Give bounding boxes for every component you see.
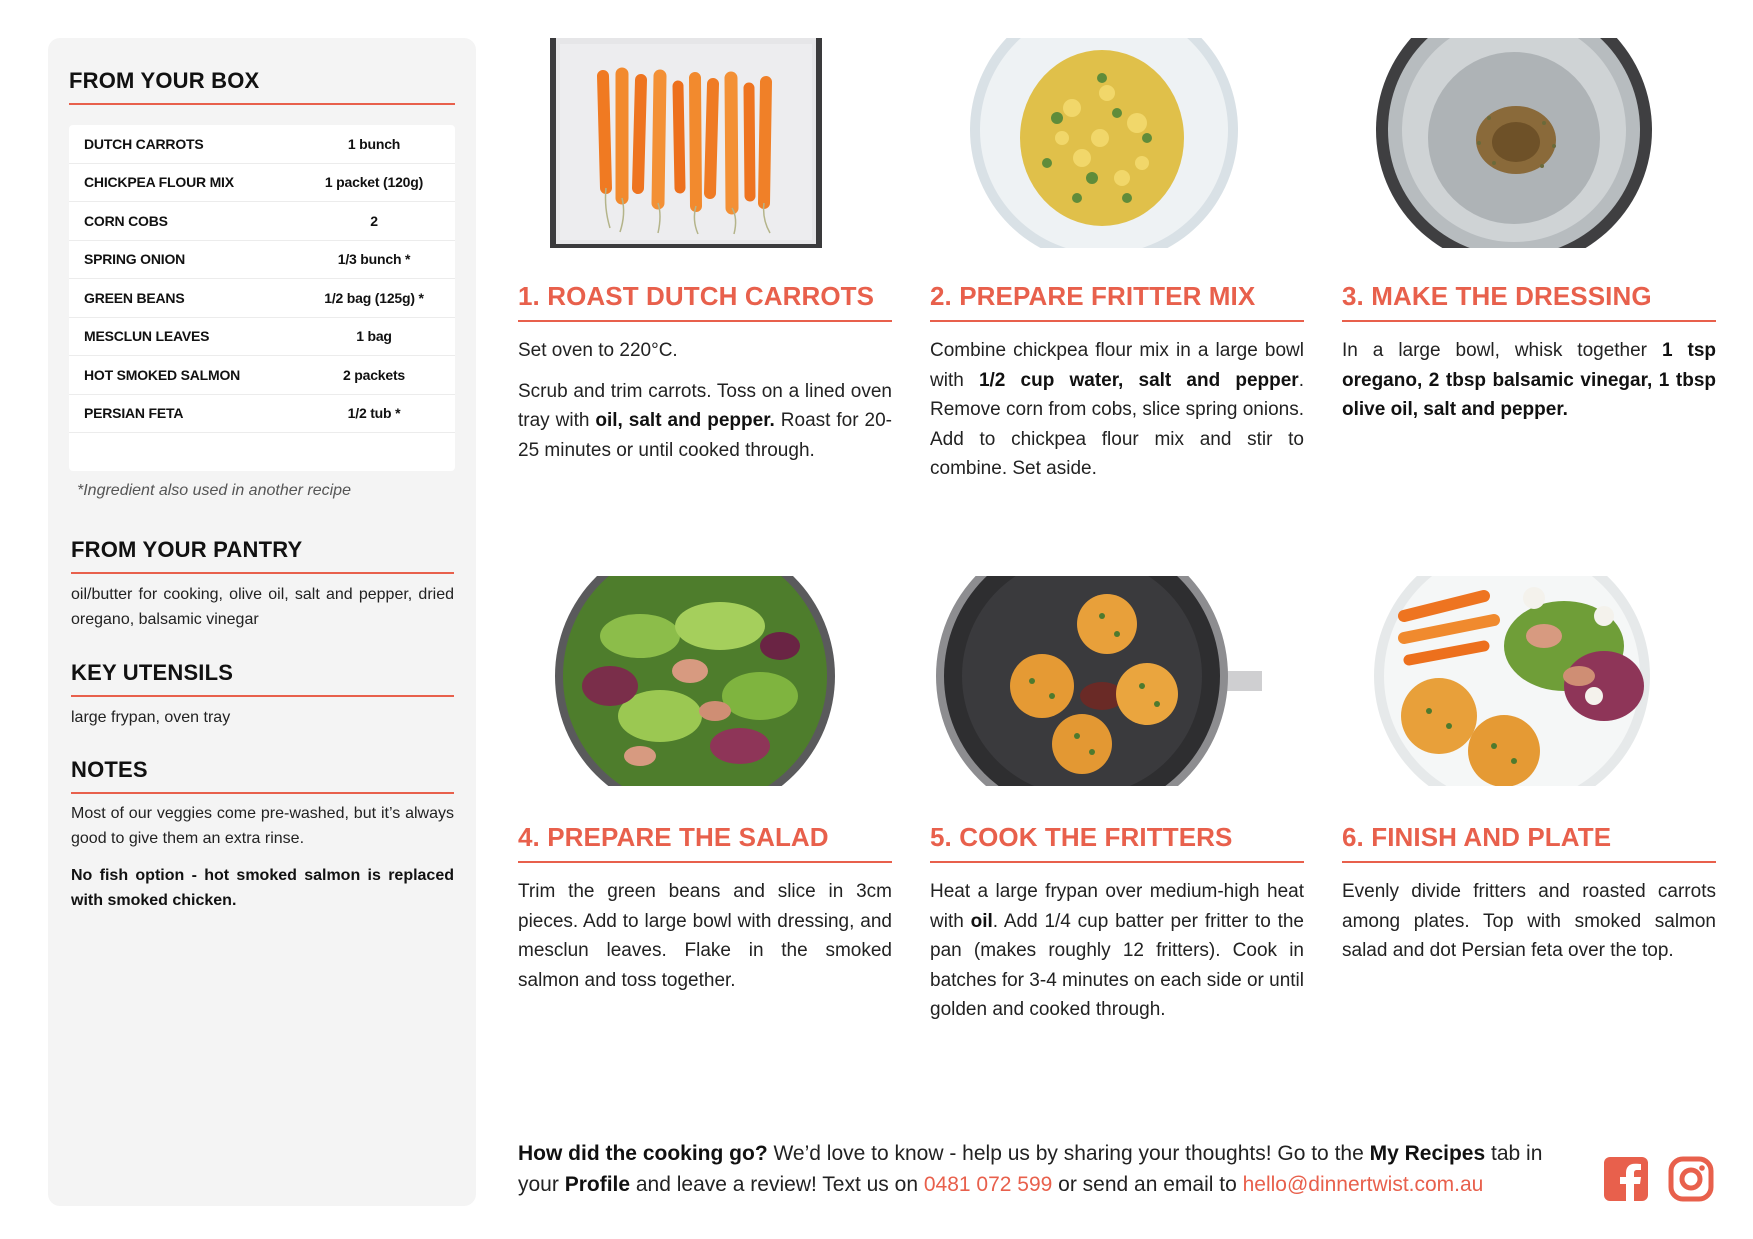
step-text-bold: oil, salt and pepper.: [595, 410, 775, 431]
ingredient-row: [69, 125, 455, 164]
ingredient-qty: 2: [370, 212, 378, 229]
step-4-text: Trim the green beans and slice in 3cm pieces. Add to large bowl with dressing, and mesclun leaves. Flake in the smoked salmon and toss together.: [518, 881, 892, 991]
ingredients-table: [69, 125, 455, 471]
step-3-title: 3. MAKE THE DRESSING: [1342, 281, 1652, 311]
ingredient-name: PERSIAN FETA: [84, 405, 184, 422]
heading-divider: [71, 572, 454, 574]
facebook-icon[interactable]: [1604, 1157, 1648, 1201]
footer-question: How did the cooking go?: [518, 1142, 768, 1165]
feedback-footer: [518, 1138, 1578, 1200]
step-divider: [518, 320, 892, 322]
step-1-body: [518, 336, 892, 476]
step-1-text: [518, 377, 892, 466]
footer-text: We’d love to know - help us by sharing your thoughts! Go to the: [767, 1142, 1370, 1165]
instagram-icon[interactable]: [1668, 1156, 1714, 1202]
step-text: Combine chickpea flour mix in a large bowl with: [930, 340, 1304, 391]
step-3-body: [1342, 336, 1716, 436]
ingredient-footnote: *Ingredient also used in another recipe: [77, 482, 351, 499]
ingredient-row: [69, 164, 455, 203]
step-text: Scrub and trim carrots. Toss on a lined oven tray with: [518, 380, 892, 431]
step-text: Roast for 20-25 minutes or until cooked through.: [518, 410, 892, 461]
step-divider: [930, 861, 1304, 863]
step-1-text: Set oven to 220°C.: [518, 340, 678, 361]
step-4-title: 4. PREPARE THE SALAD: [518, 822, 829, 852]
step-5-image: [932, 576, 1262, 786]
step-1-image: [520, 38, 850, 248]
ingredient-qty: 1/2 tub *: [347, 405, 401, 422]
step-2-body: [930, 336, 1304, 495]
step-4-image: [520, 576, 850, 786]
heading-divider: [71, 792, 454, 794]
step-2-title: 2. PREPARE FRITTER MIX: [930, 281, 1256, 311]
ingredient-name: CHICKPEA FLOUR MIX: [84, 174, 234, 191]
ingredient-qty: 1/3 bunch *: [337, 251, 411, 268]
step-3-image: [1344, 38, 1674, 248]
step-divider: [1342, 861, 1716, 863]
my-recipes-tab-ref: My Recipes: [1369, 1142, 1486, 1165]
key-utensils-heading: KEY UTENSILS: [71, 660, 234, 685]
ingredient-name: CORN COBS: [84, 212, 168, 229]
step-6-image: [1344, 576, 1674, 786]
ingredient-row: [69, 241, 455, 280]
from-your-box-heading: FROM YOUR BOX: [69, 68, 260, 93]
ingredient-row: [69, 279, 455, 318]
profile-ref: Profile: [564, 1173, 631, 1196]
step-text-bold: oil: [970, 910, 993, 932]
step-text-bold: 1 tsp oregano, 2 tbsp balsamic vinegar, 1 tbsp olive oil, salt and pepper.: [1342, 340, 1716, 420]
step-text: . Remove corn from cobs, slice spring onions. Add to chickpea flour mix and stir to combine. Set aside.: [930, 369, 1304, 479]
ingredient-row: [69, 395, 455, 434]
step-text-bold: 1/2 cup water, salt and pepper: [978, 369, 1299, 391]
step-4-body: [518, 877, 892, 1006]
step-divider: [1342, 320, 1716, 322]
ingredient-row: [69, 356, 455, 395]
step-text: Heat a large frypan over medium-high heat with: [930, 881, 1304, 932]
ingredients-sidebar: [48, 38, 476, 1206]
notes-heading: NOTES: [71, 757, 148, 782]
email-link[interactable]: hello@dinnertwist.com.au: [1242, 1173, 1484, 1196]
step-text: In a large bowl, whisk together: [1342, 340, 1662, 361]
ingredient-name: DUTCH CARROTS: [84, 135, 204, 152]
ingredient-qty: 2 packets: [342, 366, 406, 383]
step-divider: [518, 861, 892, 863]
step-5-title: 5. COOK THE FRITTERS: [930, 822, 1233, 852]
ingredient-name: MESCLUN LEAVES: [84, 328, 210, 345]
step-6-title: 6. FINISH AND PLATE: [1342, 822, 1612, 852]
step-text: . Add 1/4 cup batter per fritter to the pan (makes roughly 12 fritters). Cook in batches for 3-4 minutes on each side or until golden and cooked through.: [930, 910, 1304, 1020]
step-2-image: [932, 38, 1262, 248]
ingredient-name: GREEN BEANS: [84, 289, 185, 306]
ingredient-qty: 1 packet (120g): [324, 174, 424, 191]
ingredient-qty: 1 bunch: [347, 135, 401, 152]
step-5-body: [930, 877, 1304, 1036]
footer-text: tab in your: [518, 1142, 1543, 1196]
notes-fish-option: No fish option - hot smoked salmon is replaced with smoked chicken.: [71, 867, 454, 909]
step-divider: [930, 320, 1304, 322]
pantry-text: oil/butter for cooking, olive oil, salt and pepper, dried oregano, balsamic vinegar: [71, 586, 454, 628]
heading-divider: [69, 103, 455, 105]
footer-text: and leave a review! Text us on: [630, 1173, 924, 1196]
ingredient-row: [69, 202, 455, 241]
step-1-title: 1. ROAST DUTCH CARROTS: [518, 281, 875, 311]
notes-text: Most of our veggies come pre-washed, but it’s always good to give them an extra rinse.: [71, 805, 454, 847]
ingredient-row: [69, 318, 455, 357]
footer-text: or send an email to: [1052, 1173, 1243, 1196]
utensils-text: large frypan, oven tray: [71, 709, 231, 726]
ingredient-qty: 1/2 bag (125g) *: [324, 289, 424, 306]
ingredient-name: SPRING ONION: [84, 251, 186, 268]
heading-divider: [71, 695, 454, 697]
step-6-text: Evenly divide fritters and roasted carrots among plates. Top with smoked salmon salad and dot Persian feta over the top.: [1342, 881, 1716, 961]
ingredient-qty: 1 bag: [356, 328, 392, 345]
ingredient-name: HOT SMOKED SALMON: [84, 366, 241, 383]
phone-link[interactable]: 0481 072 599: [923, 1173, 1053, 1196]
from-your-pantry-heading: FROM YOUR PANTRY: [71, 537, 303, 562]
step-6-body: [1342, 877, 1716, 977]
